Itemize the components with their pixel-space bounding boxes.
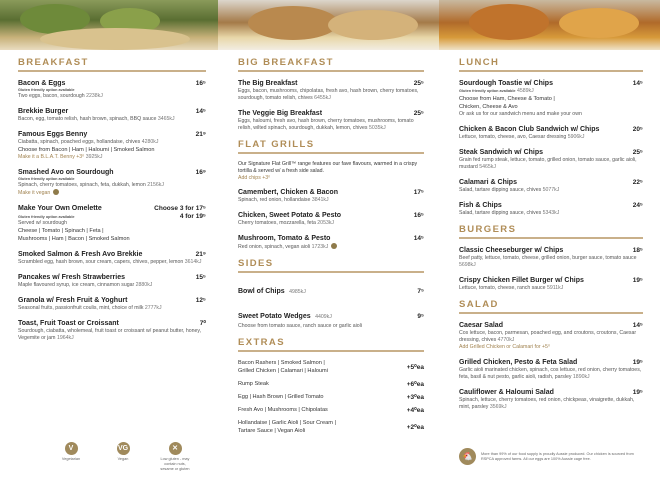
item-price: Choose 3 for 17⁵ — [154, 205, 206, 212]
sourcing-note: More than 99% of our food supply is proudly Aussie produced. Our chicken is sourced from RSPCA approved farms. All our eggs are 100% Aussie cage free. — [481, 451, 634, 461]
item-description: Spinach, cherry tomatoes, spinach, feta, dukkah, lemon — [18, 182, 146, 188]
extras-row[interactable] — [238, 393, 424, 401]
section-divider — [459, 237, 643, 239]
item-name: The Veggie Big Breakfast — [238, 110, 323, 117]
diet-key-item — [108, 442, 138, 472]
item-description: Two eggs, bacon, sourdough — [18, 93, 85, 99]
item-description: Eggs, bacon, mushrooms, chipolatas, fresh avo, hash brown, cherry tomatoes, sourdough, tomato relish, chives — [238, 88, 419, 101]
item-kilojoules: 4985kJ — [289, 289, 306, 295]
menu-item[interactable] — [238, 109, 424, 132]
extras-price: +5⁰ea — [406, 364, 424, 371]
item-name: Bowl of Chips — [238, 288, 285, 295]
diet-key-label: Low gluten - may contain nuts, sesame or gluten — [160, 457, 190, 471]
item-price: 22⁵ — [632, 179, 643, 186]
item-price: 19⁵ — [632, 277, 643, 284]
vegan-icon — [53, 189, 59, 195]
item-price: 7⁵ — [417, 288, 424, 295]
menu-item[interactable] — [18, 250, 206, 266]
item-price: 18⁵ — [632, 247, 643, 254]
item-kilojoules: 2053kJ — [317, 220, 335, 226]
item-description: Lettuce, tomato, cheese, ranch sauce — [459, 285, 546, 291]
gluten-friendly-note: Gluten friendly option available — [18, 215, 75, 219]
item-name: Camembert, Chicken & Bacon — [238, 189, 338, 196]
item-price: 25⁵ — [413, 80, 424, 87]
item-description: Seasonal fruits, passionfruit coulis, mint, choice of milk — [18, 305, 144, 311]
vegan-icon: VG — [117, 442, 130, 455]
item-kilojoules: 4409kJ — [315, 314, 332, 320]
diet-key-item — [56, 442, 86, 472]
menu-item[interactable] — [459, 125, 643, 141]
gluten-friendly-note: Gluten friendly option available — [18, 88, 75, 92]
item-name: Fish & Chips — [459, 202, 502, 209]
gluten-friendly-note: Gluten friendly option available — [18, 177, 75, 181]
item-price: 19⁵ — [632, 359, 643, 366]
item-price: 9⁵ — [417, 313, 424, 320]
vegetarian-icon: V — [65, 442, 78, 455]
extras-row[interactable] — [238, 359, 424, 375]
menu-item[interactable] — [459, 321, 643, 351]
item-kilojoules: 1964kJ — [56, 335, 74, 341]
breakfast-column — [18, 57, 206, 349]
item-kilojoules: 5911kJ — [546, 285, 564, 291]
item-name: Steak Sandwich w/ Chips — [459, 149, 544, 156]
item-kilojoules: 3841kJ — [311, 197, 329, 203]
lunch-title: LUNCH — [459, 57, 500, 68]
breakfast-title: BREAKFAST — [18, 57, 89, 68]
item-price: 16⁹ — [195, 169, 206, 176]
item-price: 21⁹ — [195, 131, 206, 138]
section-divider — [459, 312, 643, 314]
big-breakfast-title: BIG BREAKFAST — [238, 57, 334, 68]
item-kilojoules: 2777kJ — [144, 305, 162, 311]
item-kilojoules: 3569kJ — [489, 404, 507, 410]
item-kilojoules: 3465kJ — [157, 116, 175, 122]
item-name: Sourdough Toastie w/ Chips — [459, 80, 553, 87]
item-description: Salad, tartare dipping sauce, chives — [459, 210, 542, 216]
item-choices: Mushrooms | Ham | Bacon | Smoked Salmon — [18, 236, 130, 242]
item-note: Or ask us for our sandwich menu and make your own — [459, 111, 582, 117]
menu-item[interactable] — [238, 234, 424, 251]
menu-item[interactable] — [18, 296, 206, 312]
menu-item[interactable] — [459, 276, 643, 292]
gluten-friendly-note: Gluten friendly option available — [459, 89, 516, 93]
menu-item[interactable] — [18, 79, 206, 100]
menu-item[interactable] — [238, 188, 424, 204]
section-divider — [238, 271, 424, 273]
item-kilojoules: 5343kJ — [542, 210, 560, 216]
item-price: 16⁵ — [413, 212, 424, 219]
diet-key-item — [160, 442, 190, 472]
menu-item[interactable] — [238, 305, 424, 330]
item-description: Beef patty, lettuce, tomato, cheese, grilled onion, burger sauce, tomato sauce — [459, 255, 637, 261]
menu-item[interactable] — [18, 168, 206, 197]
flat-grill-photo — [218, 0, 439, 50]
flat-grills-title: FLAT GRILLS — [238, 139, 315, 150]
item-kilojoules: 2880kJ — [135, 282, 153, 288]
extras-options: Fresh Avo | Mushrooms | Chipolatas — [238, 407, 328, 413]
section-divider — [18, 70, 206, 72]
extras-price: +4⁰ea — [406, 407, 424, 414]
extras-row[interactable] — [238, 406, 424, 414]
item-description: Choose from tomato sauce, ranch sauce or garlic aioli — [238, 323, 362, 329]
middle-column — [238, 57, 424, 440]
item-name: Pancakes w/ Fresh Strawberries — [18, 274, 125, 281]
item-name: Chicken, Sweet Potato & Pesto — [238, 212, 342, 219]
item-description: Spinach, lettuce, cherry tomatoes, red onion, chickpeas, vinaigrette, dukkah, mint, parsley — [459, 397, 635, 410]
section-divider — [459, 70, 643, 72]
section-divider — [238, 70, 424, 72]
section-divider — [238, 350, 424, 352]
item-price: 24⁵ — [632, 202, 643, 209]
item-name: Brekkie Burger — [18, 108, 69, 115]
menu-item[interactable] — [18, 107, 206, 123]
sourcing-footer — [459, 448, 643, 465]
item-description: Eggs, haloumi, fresh avo, hash brown, cherry tomatoes, mushrooms, tomato relish, wilted spinach, sourdough, dukkah, lemon, chives — [238, 118, 414, 131]
menu-item[interactable] — [18, 130, 206, 161]
diet-key-label: Vegetarian — [61, 457, 81, 461]
item-price: 25⁵ — [413, 110, 424, 117]
menu-item[interactable] — [459, 388, 643, 411]
dietary-key — [56, 442, 190, 472]
item-name: Make Your Own Omelette — [18, 205, 102, 212]
item-name: Granola w/ Fresh Fruit & Yoghurt — [18, 297, 128, 304]
item-description: Served w/ sourdough — [18, 220, 68, 226]
item-price: 19⁵ — [632, 389, 643, 396]
item-upgrade-note: Add Grilled Chicken or Calamari for +5⁰ — [459, 344, 551, 350]
item-choices: Cheese | Tomato | Spinach | Feta | — [18, 228, 104, 234]
menu-item[interactable] — [459, 246, 643, 269]
item-price: 14⁵ — [195, 108, 206, 115]
extras-title: EXTRAS — [238, 337, 285, 348]
menu-item[interactable] — [459, 178, 643, 194]
item-kilojoules: 1723kJ — [311, 244, 329, 250]
menu-item[interactable] — [238, 79, 424, 102]
extras-options: Tartare Sauce | Vegan Aioli — [238, 428, 306, 434]
extras-price: +2⁰ea — [406, 424, 424, 431]
extras-price: +6⁰ea — [406, 381, 424, 388]
extras-price: +3⁰ea — [406, 394, 424, 401]
food-photo-strip — [0, 0, 660, 50]
item-kilojoules: 4770kJ — [497, 337, 515, 343]
menu-item[interactable] — [459, 148, 643, 171]
item-name: Cauliflower & Haloumi Salad — [459, 389, 554, 396]
low-gluten-icon: ✕ — [169, 442, 182, 455]
item-description: Grain fed rump steak, lettuce, tomato, grilled onion, tomato sauce, garlic aioli, mustard — [459, 157, 637, 170]
chicken-chips-photo — [439, 0, 660, 50]
item-name: Mushroom, Tomato & Pesto — [238, 235, 331, 242]
item-name: Toast, Fruit Toast or Croissant — [18, 320, 119, 327]
item-name: The Big Breakfast — [238, 80, 298, 87]
menu-item[interactable] — [238, 280, 424, 298]
menu-item[interactable] — [459, 201, 643, 217]
extras-options: Bacon Rashers | Smoked Salmon | — [238, 360, 325, 366]
item-name: Sweet Potato Wedges — [238, 313, 311, 320]
extras-row[interactable] — [238, 380, 424, 388]
sides-title: SIDES — [238, 258, 274, 269]
item-kilojoules: 4280kJ — [141, 139, 159, 145]
item-price-alt: 4 for 19⁵ — [179, 213, 206, 220]
item-price: 20⁵ — [632, 126, 643, 133]
section-divider — [238, 152, 424, 154]
item-name: Classic Cheeseburger w/ Chips — [459, 247, 564, 254]
flat-grills-intro: Our Signature Flat Grill™ range features our fave flavours, warmed in a crispy tortilla & served w/ a fresh side salad. — [238, 161, 418, 174]
add-chips-note: Add chips +3⁰ — [238, 175, 271, 181]
vegan-icon — [331, 243, 337, 249]
item-kilojoules: 6455kJ — [314, 95, 331, 101]
item-kilojoules: 5035kJ — [368, 125, 386, 131]
item-kilojoules: 2238kJ — [86, 93, 103, 99]
menu-item[interactable] — [238, 211, 424, 227]
item-description: Cos lettuce, bacon, parmesan, poached egg, and croutons, croutons, Caesar dressing, chives — [459, 330, 637, 343]
item-kilojoules: 5698kJ — [459, 262, 476, 268]
item-kilojoules: 5906kJ — [567, 134, 585, 140]
menu-item[interactable] — [459, 79, 643, 118]
item-name: Smoked Salmon & Fresh Avo Brekkie — [18, 251, 143, 258]
item-price: 25⁵ — [632, 149, 643, 156]
item-kilojoules: 3925kJ — [85, 154, 103, 160]
smashed-avo-photo — [0, 0, 218, 50]
menu-item[interactable] — [459, 358, 643, 381]
right-column — [459, 57, 643, 418]
item-name: Famous Eggs Benny — [18, 131, 88, 138]
item-name: Smashed Avo on Sourdough — [18, 169, 114, 176]
diet-key-label: Vegan — [117, 457, 129, 461]
item-choices: Choose from Ham, Cheese & Tomato | — [459, 96, 555, 102]
item-description: Salad, tartare dipping sauce, chives — [459, 187, 542, 193]
menu-item[interactable] — [18, 204, 206, 243]
item-choices: Choose from Bacon | Ham | Haloumi | Smoked Salmon — [18, 147, 155, 153]
item-price: 7⁰ — [199, 320, 206, 327]
item-description: Cherry tomatoes, mozzarella, feta — [238, 220, 316, 226]
item-description: Maple flavoured syrup, ice cream, cinnamon sugar — [18, 282, 135, 288]
item-kilojoules: 5077kJ — [542, 187, 560, 193]
extras-options: Hollandaise | Garlic Aioli | Sour Cream | — [238, 420, 336, 426]
item-description: Bacon, egg, tomato relish, hash brown, spinach, BBQ sauce — [18, 116, 157, 122]
item-kilojoules: 1890kJ — [572, 374, 590, 380]
item-description: Lettuce, tomato, cheese, avo, Caesar dressing — [459, 134, 567, 140]
item-price: 17⁵ — [413, 189, 424, 196]
item-description: Red onion, spinach, vegan aioli — [238, 244, 311, 250]
item-price: 12⁵ — [195, 297, 206, 304]
item-name: Grilled Chicken, Pesto & Feta Salad — [459, 359, 578, 366]
item-kilojoules: 4589kJ — [517, 88, 534, 94]
salad-title: SALAD — [459, 299, 499, 310]
item-price: 14⁵ — [632, 322, 643, 329]
item-kilojoules: 2156kJ — [147, 182, 164, 188]
hen-icon: 🐔 — [459, 448, 476, 465]
item-price: 16⁵ — [195, 80, 206, 87]
item-description: Scrambled egg, hash brown, sour cream, capers, chives, pepper, lemon — [18, 259, 184, 265]
menu-item[interactable] — [18, 273, 206, 289]
item-description: Garlic aioli marinated chicken, spinach, cos lettuce, red onion, cherry tomatoes, feta, basil & nut pesto, garlic aioli, radish, parsley — [459, 367, 642, 380]
item-kilojoules: 5465kJ — [479, 164, 496, 170]
extras-options: Rump Steak — [238, 381, 269, 387]
extras-options: Egg | Hash Brown | Grilled Tomato — [238, 394, 324, 400]
extras-options: Grilled Chicken | Calamari | Haloumi — [238, 368, 328, 374]
item-description: Spinach, red onion, hollandaise — [238, 197, 311, 203]
item-name: Bacon & Eggs — [18, 80, 66, 87]
item-description: Ciabatta, spinach, poached eggs, hollandaise, chives — [18, 139, 141, 145]
item-price: 15⁵ — [195, 274, 206, 281]
item-kilojoules: 3614kJ — [184, 259, 202, 265]
burgers-title: BURGERS — [459, 224, 517, 235]
item-description: Sourdough, ciabatta, wholemeal, fruit toast or croissant w/ peanut butter, honey, Vegemite or jam — [18, 328, 202, 341]
item-price: 21⁹ — [195, 251, 206, 258]
item-name: Calamari & Chips — [459, 179, 517, 186]
item-name: Crispy Chicken Fillet Burger w/ Chips — [459, 277, 584, 284]
item-choices: Chicken, Cheese & Avo — [459, 104, 518, 110]
item-name: Caesar Salad — [459, 322, 503, 329]
item-price: 14⁵ — [632, 80, 643, 87]
extras-row[interactable] — [238, 419, 424, 435]
item-price: 14⁵ — [413, 235, 424, 242]
item-upgrade-note: Make it a B.L.A.T. Benny +3⁰ — [18, 154, 85, 160]
item-upgrade-note: Make it vegan — [18, 190, 51, 196]
item-name: Chicken & Bacon Club Sandwich w/ Chips — [459, 126, 600, 133]
menu-item[interactable] — [18, 319, 206, 342]
